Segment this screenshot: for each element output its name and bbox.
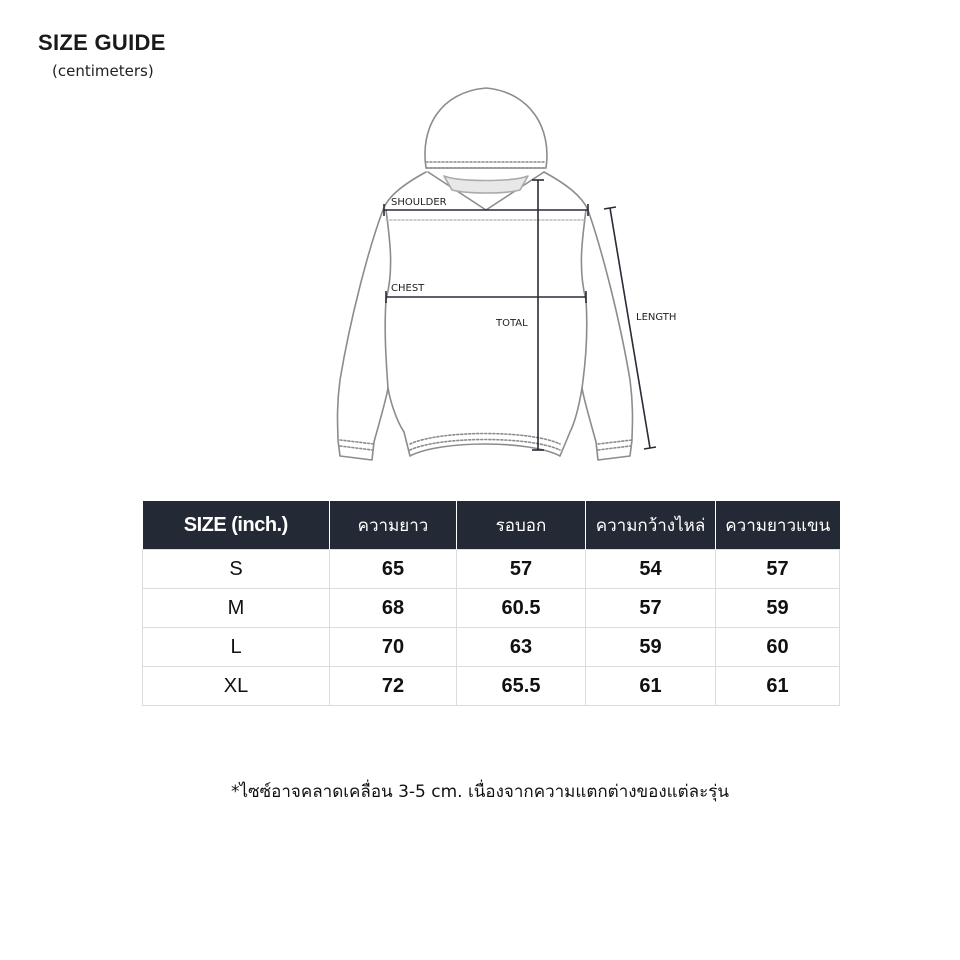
sleeve-cell: 59 [716, 589, 840, 628]
chest-cell: 57 [457, 550, 586, 589]
table-row [143, 628, 840, 667]
size-cell: XL [143, 667, 330, 706]
chest-cell: 60.5 [457, 589, 586, 628]
shoulder-label: SHOULDER [391, 197, 447, 208]
table-row [143, 589, 840, 628]
chest-cell: 65.5 [457, 667, 586, 706]
right-cuff [598, 440, 632, 450]
header-length: ความยาว [330, 501, 457, 550]
length-label: LENGTH [636, 312, 677, 323]
header-shoulder-width: ความกว้างไหล่ [586, 501, 716, 550]
left-cuff [340, 440, 374, 450]
length-line [610, 208, 650, 448]
table-header-row [143, 501, 840, 550]
length-cell: 72 [330, 667, 457, 706]
size-cell: M [143, 589, 330, 628]
hood-rim [426, 162, 546, 168]
unit-subtitle: (centimeters) [52, 62, 154, 80]
size-variance-note: *ไซซ์อาจคลาดเคลื่อน 3-5 cm. เนื่องจากความแตกต่างของแต่ละรุ่น [231, 782, 729, 802]
header-chest: รอบอก [457, 501, 586, 550]
hood-inner [444, 176, 528, 193]
sleeve-cell: 60 [716, 628, 840, 667]
length-cell: 70 [330, 628, 457, 667]
shoulder-cell: 61 [586, 667, 716, 706]
table-row [143, 550, 840, 589]
header-sleeve-length: ความยาวแขน [716, 501, 840, 550]
total-label: TOTAL [496, 318, 528, 329]
page-title: SIZE GUIDE [38, 30, 166, 55]
chest-cell: 63 [457, 628, 586, 667]
size-cell: S [143, 550, 330, 589]
hood-outline [425, 88, 547, 168]
table-row [143, 667, 840, 706]
shoulder-cell: 57 [586, 589, 716, 628]
size-table [142, 501, 840, 706]
shoulder-cell: 59 [586, 628, 716, 667]
sleeve-cell: 57 [716, 550, 840, 589]
length-cell: 65 [330, 550, 457, 589]
header-size: SIZE (inch.) [143, 501, 330, 550]
size-cell: L [143, 628, 330, 667]
length-cell: 68 [330, 589, 457, 628]
shoulder-cell: 54 [586, 550, 716, 589]
chest-label: CHEST [391, 283, 425, 294]
sleeve-cell: 61 [716, 667, 840, 706]
